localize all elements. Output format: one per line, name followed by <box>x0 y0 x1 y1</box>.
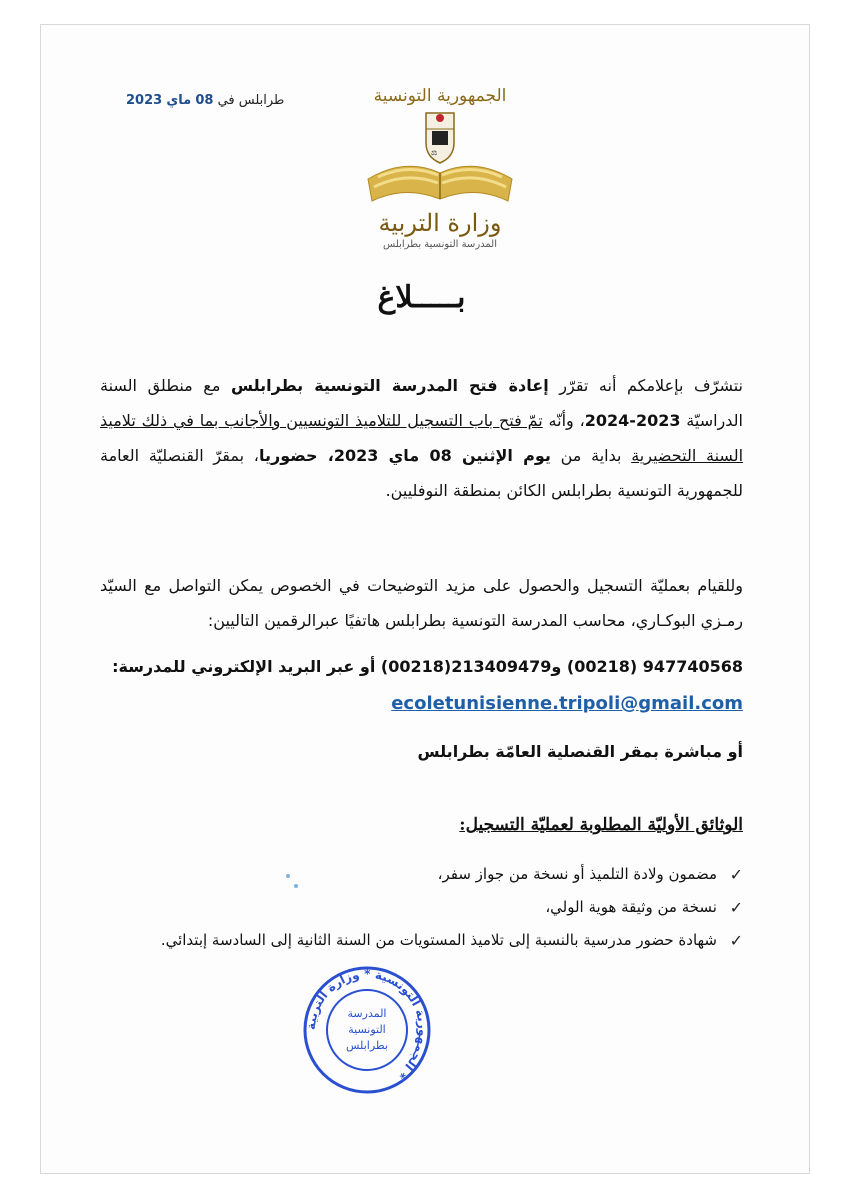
documents-heading: الوثائق الأوليّة المطلوبة لعمليّة التسجيل: <box>459 815 743 835</box>
official-stamp-icon <box>302 965 432 1095</box>
list-item <box>123 924 743 957</box>
p1-i: ، بمقرّ القنصليّة العامة للجمهورية التونسية بطرابلس الكائن بمنطقة النوفليين. <box>100 446 743 500</box>
p1-c: مع منطلق السنة الدراسيّة <box>100 376 744 430</box>
p1-a: نتشرّف بإعلامكم أنه تقرّر <box>548 376 743 395</box>
date-day: 08 <box>195 93 214 108</box>
list-item <box>123 891 743 924</box>
letterhead <box>330 85 550 265</box>
p1-f: تمّ فتح باب التسجيل للتلاميذ التونسيين والأجانب بما في ذلك تلاميذ السنة التحضيرية <box>100 411 744 465</box>
date-line <box>126 93 284 108</box>
document-item-label: نسخة من وثيقة هوية الولي، <box>545 898 717 916</box>
stamp-line-1: المدرسة <box>347 1007 387 1020</box>
school-email-link[interactable]: ecoletunisienne.tripoli@gmail.com <box>391 693 743 714</box>
announcement-title: بـــــلاغ <box>377 280 466 315</box>
ministry-label: وزارة التربية <box>378 209 502 237</box>
republic-label: الجمهورية التونسية <box>373 86 507 106</box>
documents-list <box>123 858 743 957</box>
contact-paragraph: وللقيام بعمليّة التسجيل والحصول على مزيد التوضيحات في الخصوص يمكن التواصل مع السيّد رمـزي البوكـاري، محاسب المدرسة التونسية بطرابلس هاتفيًا عبرالرقمين التاليين: <box>100 576 743 630</box>
stamp-outer-text: الجمهورية التونسية * وزارة التربية * <box>303 966 431 1082</box>
p1-g: بداية من <box>550 446 632 465</box>
stamp-line-2: التونسية <box>348 1023 386 1036</box>
phone-numbers: 947740568 (00218) و213409479(00218) أو عبر البريد الإلكتروني للمدرسة: <box>112 657 743 676</box>
school-label: المدرسة التونسية بطرابلس <box>383 239 497 250</box>
checkmark-icon: ✓ <box>729 931 743 950</box>
intro-paragraph <box>100 368 743 508</box>
svg-text:⚖: ⚖ <box>431 149 438 157</box>
p1-d: 2023-2024 <box>584 411 681 430</box>
document-item-label: شهادة حضور مدرسية بالنسبة إلى تلاميذ المستويات من السنة الثانية إلى السادسة إبتدائي. <box>160 931 717 949</box>
document-item-label: مضمون ولادة التلميذ أو نسخة من جواز سفر، <box>437 865 717 883</box>
ink-mark <box>294 884 298 888</box>
checkmark-icon: ✓ <box>729 898 743 917</box>
list-item <box>123 858 743 891</box>
stamp-line-3: بطرابلس <box>346 1039 388 1052</box>
direct-visit-line: أو مباشرة بمقر القنصلية العامّة بطرابلس <box>417 742 743 761</box>
date-year: 2023 <box>126 93 163 108</box>
date-month: ماي <box>166 93 192 108</box>
ministry-emblem-icon <box>360 109 520 209</box>
p1-h: يوم الإثنين 08 ماي 2023، حضوريا <box>258 446 551 465</box>
checkmark-icon: ✓ <box>729 865 743 884</box>
date-prefix: طرابلس في <box>217 93 285 108</box>
ink-mark <box>286 874 290 878</box>
p1-e: ، وأنّه <box>542 411 585 430</box>
p1-b: إعادة فتح المدرسة التونسية بطرابلس <box>230 376 549 395</box>
